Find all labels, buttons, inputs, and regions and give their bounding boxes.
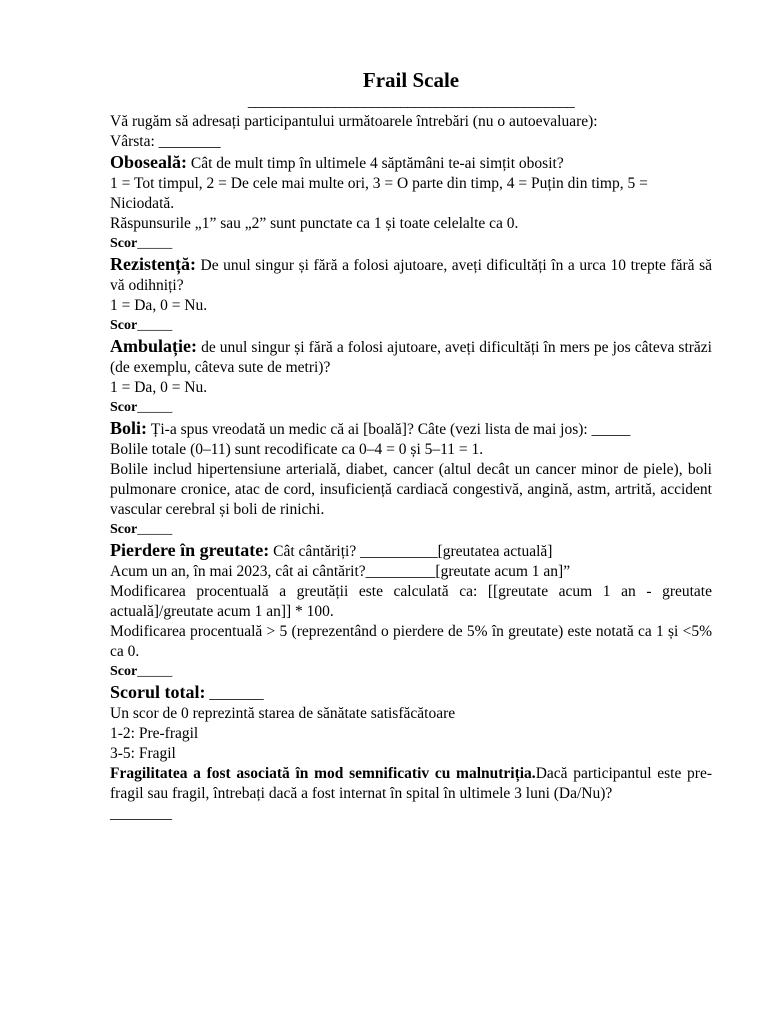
score-blank: _____: [137, 236, 173, 251]
fatigue-options: 1 = Tot timpul, 2 = De cele mai multe ori, 3 = O parte din timp, 4 = Puțin din timp, 5 = Niciodată.: [110, 175, 648, 212]
malnutrition-blank: ________: [110, 805, 172, 822]
illness-recode: Bolile totale (0–11) sunt recodificate ca 0–4 = 0 și 5–11 = 1.: [110, 441, 484, 458]
fatigue-scoring: Răspunsurile „1” sau „2” sunt punctate ca 1 și toate celelalte ca 0.: [110, 215, 519, 232]
malnutrition-paragraph: [110, 764, 712, 804]
weight-question: [110, 540, 712, 562]
score-label: Scor: [110, 664, 138, 679]
score-blank: _____: [137, 400, 173, 415]
resistance-question: [110, 254, 712, 296]
score-label: Scor: [110, 522, 138, 537]
ambulation-options: 1 = Da, 0 = Nu.: [110, 379, 208, 396]
weight-heading: Pierdere în greutate:: [110, 540, 270, 560]
page-title: Frail Scale: [362, 68, 460, 92]
weight-year-ago: Acum un an, în mai 2023, cât ai cântărit?_________[greutate acum 1 an]”: [110, 563, 571, 580]
total-prefrail: 1-2: Pre-fragil: [110, 725, 199, 742]
illness-question-text: Ți-a spus vreodată un medic că ai [boală]? Câte (vezi lista de mai jos): _____: [147, 421, 631, 438]
weight-calculation: Modificarea procentuală a greutății este calculată ca: [[greutate acum 1 an - greutate actuală]/greutate acum 1 an]] * 100.: [110, 583, 712, 620]
fatigue-heading: Oboseală:: [110, 152, 188, 172]
illness-question: [110, 418, 712, 440]
score-blank: _____: [137, 664, 173, 679]
score-label: Scor: [110, 400, 138, 415]
weight-question-text: Cât cântăriți? __________[greutatea actuală]: [269, 543, 553, 560]
ambulation-question-text: de unul singur și fără a folosi ajutoare, aveți dificultăți în mers pe jos câteva străzi (de exemplu, câteva sute de metri)?: [110, 339, 712, 376]
resistance-heading: Rezistență:: [110, 254, 196, 274]
total-score-line: [110, 682, 712, 704]
illness-score: [110, 520, 712, 540]
resistance-question-text: De unul singur și fără a folosi ajutoare, aveți dificultăți în a urca 10 trepte fără să vă odihniți?: [110, 257, 712, 294]
fatigue-question: [110, 152, 712, 174]
total-frail: 3-5: Fragil: [110, 745, 176, 762]
ambulation-question: [110, 336, 712, 378]
score-label: Scor: [110, 318, 138, 333]
total-blank: _______: [205, 685, 264, 702]
illness-list: Bolile includ hipertensiune arterială, diabet, cancer (altul decât un cancer minor de piele), boli pulmonare cronice, atac de cord, insuficiență cardiacă congestivă, angină, astm, artrită, accident vascular cerebral și boli de rinichi.: [110, 461, 712, 518]
score-label: Scor: [110, 236, 138, 251]
total-zero: Un scor de 0 reprezintă starea de sănătate satisfăcătoare: [110, 705, 456, 722]
weight-rule: Modificarea procentuală > 5 (reprezentând o pierdere de 5% în greutate) este notată ca 1 și <5% ca 0.: [110, 623, 712, 660]
malnutrition-text: Dacă participantul este pre-fragil sau fragil, întrebați dacă a fost internat în spital în ultimele 3 luni (Da/Nu)?: [110, 765, 712, 802]
illness-heading: Boli:: [110, 418, 148, 438]
fatigue-score: [110, 234, 712, 254]
total-heading: Scorul total:: [110, 682, 206, 702]
fatigue-question-text: Cât de mult timp în ultimele 4 săptămâni te-ai simțit obosit?: [187, 155, 564, 172]
resistance-options: 1 = Da, 0 = Nu.: [110, 297, 208, 314]
score-blank: _____: [137, 318, 173, 333]
weight-score: [110, 662, 712, 682]
intro-text: Vă rugăm să adresați participantului următoarele întrebări (nu o autoevaluare):: [110, 113, 598, 130]
ambulation-heading: Ambulație:: [110, 336, 197, 356]
age-line: Vârsta: ________: [110, 133, 221, 150]
score-blank: _____: [137, 522, 173, 537]
ambulation-score: [110, 398, 712, 418]
resistance-score: [110, 316, 712, 336]
title-underline: _____________________________________________: [247, 93, 575, 110]
document-page: [110, 66, 712, 824]
malnutrition-bold: Fragilitatea a fost asociată în mod semnificativ cu malnutriția.: [110, 765, 536, 782]
